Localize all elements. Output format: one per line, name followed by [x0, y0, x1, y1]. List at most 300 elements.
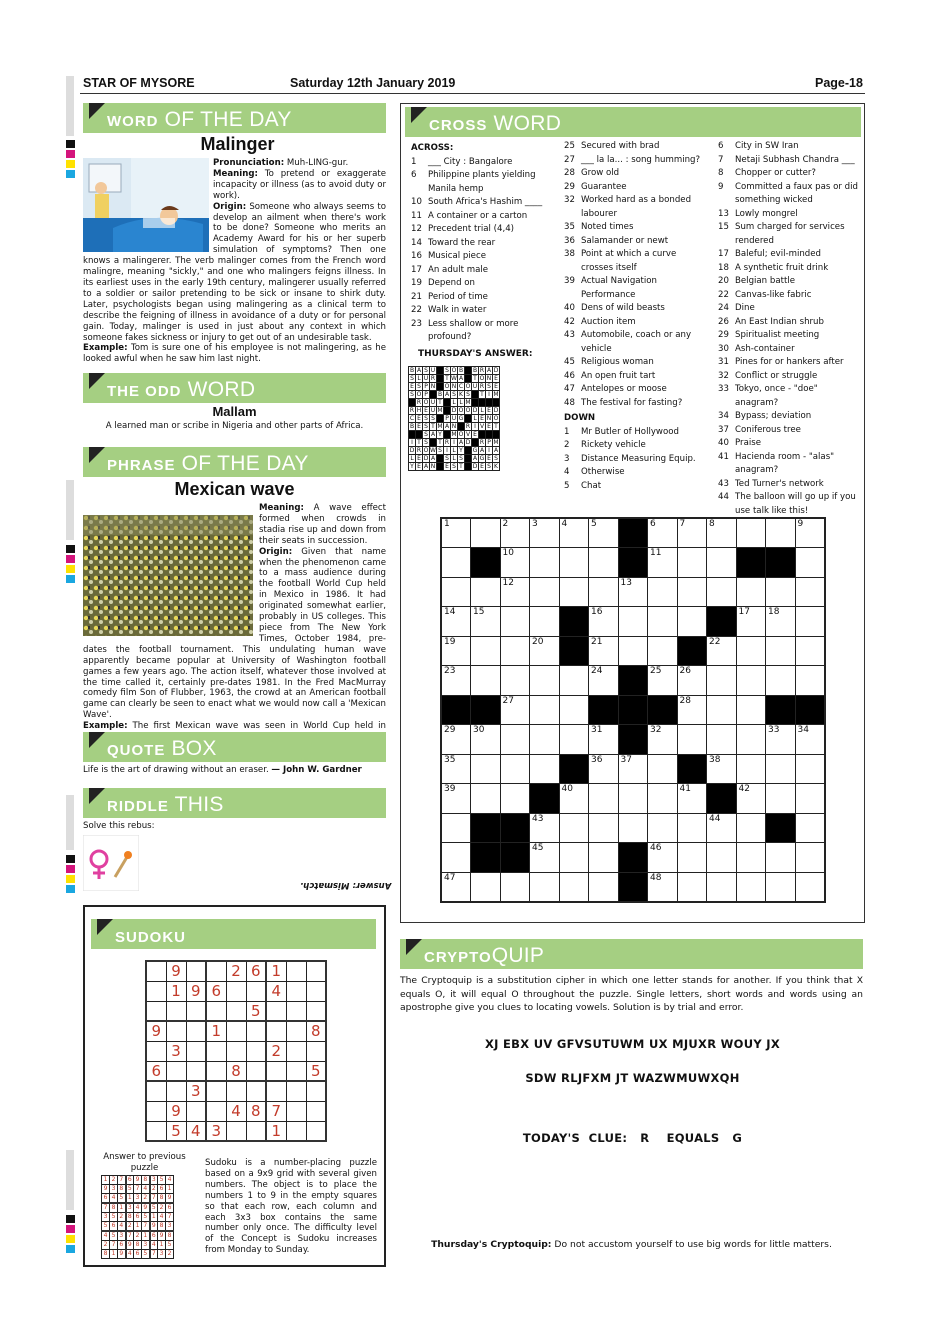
crossword-cell[interactable]: 38 — [707, 754, 737, 784]
crossword-cell[interactable]: 5 — [589, 518, 619, 548]
crossword-cell[interactable] — [677, 725, 707, 755]
black-square — [618, 843, 648, 873]
answer-cell: S — [445, 367, 449, 374]
answer-cell: D — [472, 407, 478, 414]
crossword-cell[interactable] — [559, 725, 589, 755]
crossword-cell[interactable]: 8 — [707, 518, 737, 548]
print-marks — [66, 140, 75, 180]
black-square — [437, 455, 444, 463]
crossword-cell[interactable] — [795, 577, 825, 607]
crossword-cell[interactable] — [795, 607, 825, 637]
sudoku-cell[interactable] — [146, 1101, 166, 1121]
clue-item: labourer — [581, 208, 617, 219]
crossword-cell[interactable]: 17 — [736, 607, 766, 637]
crossword-cell[interactable]: 2 — [500, 518, 530, 548]
sudoku-cell: 5 — [166, 1121, 186, 1141]
crossword-cell[interactable]: 27 — [500, 695, 530, 725]
crossword-cell[interactable] — [766, 872, 796, 902]
crossword-cell[interactable]: 15 — [471, 607, 501, 637]
crossword-cell[interactable] — [441, 577, 471, 607]
answer-cell: N — [451, 383, 457, 390]
sudoku-cell[interactable] — [286, 981, 306, 1001]
crossword-cell[interactable] — [500, 754, 530, 784]
crossword-grid[interactable] — [440, 517, 826, 903]
crossword-cell[interactable]: 26 — [677, 666, 707, 696]
black-square — [500, 813, 530, 843]
crossword-cell[interactable] — [795, 813, 825, 843]
crossword-cell[interactable] — [736, 518, 766, 548]
crossword-cell[interactable] — [795, 636, 825, 666]
sudoku-cell: 9 — [126, 1241, 134, 1250]
crossword-cell[interactable] — [618, 607, 648, 637]
crossword-cell[interactable] — [471, 636, 501, 666]
crossword-cell[interactable]: 32 — [648, 725, 678, 755]
crossword-cell[interactable] — [500, 666, 530, 696]
sudoku-cell[interactable] — [206, 961, 226, 981]
clue-item: 33 Tokyo, once - "doe" anagram? — [718, 384, 818, 408]
answer-cell: S — [466, 391, 470, 398]
crossword-cell[interactable]: 1 — [441, 518, 471, 548]
sudoku-cell[interactable] — [246, 1041, 266, 1061]
crossword-cell[interactable]: 16 — [589, 607, 619, 637]
sudoku-cell[interactable] — [206, 1001, 226, 1021]
crossword-cell[interactable] — [707, 725, 737, 755]
sudoku-cell[interactable] — [146, 1041, 166, 1061]
crossword-cell[interactable] — [559, 843, 589, 873]
crossword-cell[interactable] — [559, 548, 589, 578]
crossword-cell[interactable] — [736, 636, 766, 666]
crossword-cell[interactable] — [766, 636, 796, 666]
crossword-cell[interactable]: 46 — [648, 843, 678, 873]
answer-cell: R — [409, 407, 415, 414]
clue-item: 27 ___ la la... : song humming? — [564, 154, 701, 165]
sudoku-cell: 2 — [226, 961, 246, 981]
sudoku-cell: 1 — [166, 981, 186, 1001]
sudoku-cell: 6 — [118, 1241, 126, 1250]
crossword-cell[interactable] — [441, 813, 471, 843]
answer-cell: P — [424, 391, 428, 398]
phrase-definition: Meaning: A wave effect formed when crowds in stadia rise up and down from their seats in succession. Origin: Given that name when the phenomenon came to a mass audience during the football World Cup held in Mexico in 1986. It had originated somewhat earlier, probably in US colleges. This piece from The New York Times, October 1984, pre-dates the football tournament. This undulating human wave apparently became popular at University of Washington football games a few years ago. The action itself, whatever those involved at the time called it, certainly pre-dates 1981. In the Fred MacMurray comedy film Son of Flubber, 1963, the crowd at an American football game can clearly be seen to enact what we would now call a 'Mexican Wave'. Example: The first Mexican wave was seen in World Cup held in — [83, 503, 387, 732]
crossword-cell[interactable] — [677, 813, 707, 843]
sudoku-cell[interactable] — [146, 961, 166, 981]
sudoku-cell[interactable] — [286, 1021, 306, 1041]
sudoku-cell[interactable] — [306, 1001, 326, 1021]
crossword-cell[interactable] — [559, 666, 589, 696]
crossword-cell[interactable]: 45 — [530, 843, 560, 873]
answer-cell: I — [486, 447, 493, 455]
sudoku-cell[interactable] — [206, 1061, 226, 1081]
sudoku-cell[interactable] — [246, 1081, 266, 1101]
sudoku-cell[interactable] — [286, 961, 306, 981]
crossword-cell[interactable] — [677, 872, 707, 902]
crossword-cell[interactable]: 42 — [736, 784, 766, 814]
answer-cell: O — [423, 399, 429, 406]
sudoku-cell: 6 — [146, 1061, 166, 1081]
answer-cell: E — [494, 383, 498, 390]
crossword-cell[interactable]: 28 — [677, 695, 707, 725]
answer-cell: V — [465, 431, 471, 438]
crossword-cell[interactable] — [648, 754, 678, 784]
sudoku-cell[interactable] — [226, 981, 246, 1001]
answer-cell: O — [458, 407, 464, 414]
black-square — [471, 695, 501, 725]
answer-cell: T — [473, 375, 477, 382]
crossword-cell[interactable]: 48 — [648, 872, 678, 902]
sudoku-cell[interactable] — [206, 1041, 226, 1061]
sudoku-cell[interactable] — [286, 1001, 306, 1021]
sudoku-cell[interactable] — [246, 1021, 266, 1041]
sudoku-cell: 5 — [246, 1001, 266, 1021]
crossword-cell[interactable] — [648, 577, 678, 607]
crossword-cell[interactable] — [736, 754, 766, 784]
sudoku-cell: 1 — [150, 1213, 158, 1222]
sudoku-cell: 6 — [126, 1176, 134, 1185]
crossword-cell[interactable] — [589, 784, 619, 814]
crossword-cell[interactable]: 29 — [441, 725, 471, 755]
crossword-cell[interactable]: 12 — [500, 577, 530, 607]
quote-text: Life is the art of drawing without an eraser. — John W. Gardner — [83, 765, 362, 775]
black-square — [465, 455, 472, 463]
sudoku-cell: 3 — [110, 1185, 118, 1194]
crossword-cell[interactable]: 41 — [677, 784, 707, 814]
sudoku-cell[interactable] — [306, 1121, 326, 1141]
clue-item: 8 Chopper or cutter? — [718, 168, 816, 178]
sudoku-cell[interactable] — [306, 1041, 326, 1061]
crossword-cell[interactable]: 20 — [530, 636, 560, 666]
sudoku-cell[interactable] — [226, 1021, 246, 1041]
crossword-cell[interactable] — [766, 754, 796, 784]
sudoku-cell[interactable] — [206, 1101, 226, 1121]
sudoku-cell[interactable] — [166, 1021, 186, 1041]
clue-item: 11 A container or a carton — [411, 210, 528, 221]
crossword-cell[interactable]: 25 — [648, 666, 678, 696]
crossword-cell[interactable]: 18 — [766, 607, 796, 637]
sudoku-cell[interactable] — [146, 1081, 166, 1101]
crossword-cell[interactable] — [471, 666, 501, 696]
black-square — [486, 399, 493, 407]
crossword-cell[interactable]: 37 — [618, 754, 648, 784]
crossword-cell[interactable] — [736, 872, 766, 902]
answer-cell: L — [410, 455, 414, 462]
word-of-day-band: WORD OF THE DAY — [83, 103, 386, 133]
crossword-cell[interactable]: 14 — [441, 607, 471, 637]
black-square — [559, 636, 589, 666]
crossword-cell[interactable] — [618, 784, 648, 814]
crossword-cell[interactable] — [648, 813, 678, 843]
sudoku-cell[interactable] — [266, 1081, 286, 1101]
crossword-cell[interactable] — [766, 577, 796, 607]
clue-item: 24 Dine — [718, 303, 755, 313]
answer-cell: B — [409, 367, 415, 374]
answer-cell: E — [417, 463, 421, 470]
crossword-cell[interactable] — [766, 666, 796, 696]
crossword-cell[interactable]: 39 — [441, 784, 471, 814]
crossword-cell[interactable] — [707, 695, 737, 725]
sudoku-cell[interactable] — [266, 1061, 286, 1081]
crossword-cell[interactable]: 11 — [648, 548, 678, 578]
crossword-cell[interactable]: 36 — [589, 754, 619, 784]
crossword-cell[interactable] — [648, 636, 678, 666]
crossword-cell[interactable] — [795, 548, 825, 578]
answer-cell: O — [423, 447, 429, 454]
answer-cell: O — [416, 391, 422, 398]
crossword-cell[interactable] — [530, 607, 560, 637]
crossword-cell[interactable] — [707, 872, 737, 902]
sudoku-cell[interactable] — [286, 1101, 306, 1121]
crossword-cell[interactable]: 22 — [707, 636, 737, 666]
sudoku-cell[interactable] — [306, 981, 326, 1001]
sudoku-cell[interactable] — [146, 1121, 166, 1141]
crossword-cell[interactable] — [766, 518, 796, 548]
clue-item: 2 Rickety vehicle — [564, 440, 646, 450]
crossword-cell[interactable] — [500, 725, 530, 755]
sudoku-cell[interactable] — [186, 1061, 206, 1081]
crossword-cell[interactable] — [471, 872, 501, 902]
crossword-cell[interactable]: 13 — [618, 577, 648, 607]
answer-cell: E — [424, 407, 428, 414]
crossword-cell[interactable] — [648, 784, 678, 814]
crossword-cell[interactable]: 19 — [441, 636, 471, 666]
crossword-cell[interactable]: 33 — [766, 725, 796, 755]
sudoku-cell[interactable] — [226, 1001, 246, 1021]
clue-item: 15 Sum charged for services — [718, 222, 845, 232]
crossword-cell[interactable] — [766, 784, 796, 814]
odd-word-desc: A learned man or scribe in Nigeria and other parts of Africa. — [105, 421, 364, 431]
crossword-cell[interactable] — [677, 607, 707, 637]
crossword-cell[interactable]: 21 — [589, 636, 619, 666]
crossword-cell[interactable] — [589, 577, 619, 607]
crossword-cell[interactable] — [559, 813, 589, 843]
crossword-cell[interactable]: 35 — [441, 754, 471, 784]
sudoku-cell[interactable] — [266, 1021, 286, 1041]
answer-cell: P — [487, 439, 491, 446]
sudoku-cell[interactable] — [186, 1001, 206, 1021]
crossword-cell[interactable] — [530, 666, 560, 696]
sudoku-cell: 8 — [102, 1250, 110, 1259]
sudoku-cell: 5 — [118, 1194, 126, 1204]
answer-cell: E — [487, 423, 491, 430]
sudoku-cell: 5 — [142, 1250, 150, 1259]
crossword-cell[interactable] — [441, 548, 471, 578]
crossword-cell[interactable] — [471, 784, 501, 814]
crossword-cell[interactable] — [589, 843, 619, 873]
sudoku-cell: 2 — [118, 1213, 126, 1222]
crossword-cell[interactable] — [530, 548, 560, 578]
sudoku-cell[interactable] — [226, 1121, 246, 1141]
crossword-cell[interactable] — [707, 548, 737, 578]
crossword-cell[interactable] — [530, 695, 560, 725]
crossword-cell[interactable] — [795, 754, 825, 784]
sudoku-cell[interactable] — [226, 1041, 246, 1061]
crossword-cell[interactable]: 40 — [559, 784, 589, 814]
crossword-cell[interactable] — [795, 872, 825, 902]
sudoku-cell[interactable] — [146, 981, 166, 1001]
black-square — [441, 695, 471, 725]
clue-item: 10 South Africa's Hashim ____ — [411, 197, 543, 207]
sudoku-cell[interactable] — [186, 1101, 206, 1121]
answer-cell: Y — [459, 447, 463, 454]
crossword-cell[interactable] — [677, 843, 707, 873]
sudoku-cell: 1 — [206, 1021, 226, 1041]
crossword-cell[interactable] — [471, 518, 501, 548]
clue-item: 29 Guarantee — [564, 181, 627, 192]
sudoku-cell: 6 — [102, 1194, 110, 1204]
crossword-cell[interactable]: 3 — [530, 518, 560, 548]
crossword-cell[interactable] — [677, 548, 707, 578]
answer-cell: E — [417, 423, 421, 430]
crossword-cell[interactable] — [589, 813, 619, 843]
crossword-cell[interactable]: 47 — [441, 872, 471, 902]
crossword-cell[interactable] — [736, 666, 766, 696]
crossword-cell[interactable] — [795, 843, 825, 873]
sudoku-cell: 9 — [166, 961, 186, 981]
sudoku-grid — [145, 960, 327, 1142]
clue-item: 29 Spiritualist meeting — [718, 330, 820, 340]
sudoku-cell[interactable] — [246, 981, 266, 1001]
sudoku-cell: 3 — [142, 1241, 150, 1250]
sudoku-cell: 6 — [110, 1222, 118, 1232]
answer-cell: K — [494, 463, 498, 470]
crossword-cell[interactable] — [471, 577, 501, 607]
sudoku-cell[interactable] — [286, 1121, 306, 1141]
crossword-cell[interactable] — [471, 754, 501, 784]
sudoku-cell: 7 — [118, 1176, 126, 1185]
crossword-cell[interactable] — [707, 666, 737, 696]
sudoku-cell: 4 — [102, 1231, 110, 1241]
answer-cell: Y — [438, 431, 442, 438]
crossword-cell[interactable] — [500, 872, 530, 902]
answer-cell: B — [458, 367, 464, 374]
crossword-cell[interactable] — [589, 872, 619, 902]
sudoku-band: SUDOKU — [91, 919, 376, 949]
sudoku-cell[interactable] — [286, 1041, 306, 1061]
sudoku-cell[interactable] — [166, 1061, 186, 1081]
sudoku-cell: 7 — [142, 1222, 150, 1232]
sudoku-cell: 7 — [150, 1194, 158, 1204]
answer-cell: M — [437, 407, 443, 414]
crossword-cell[interactable]: 24 — [589, 666, 619, 696]
answer-cell: S — [424, 423, 428, 430]
sudoku-cell[interactable] — [306, 1101, 326, 1121]
sudoku-cell[interactable] — [246, 1061, 266, 1081]
sudoku-cell: 9 — [158, 1231, 166, 1241]
clue-item: 22 Canvas-like fabric — [718, 289, 812, 300]
answer-cell: L — [452, 399, 456, 406]
crossword-cell[interactable] — [766, 843, 796, 873]
crossword-cell[interactable] — [795, 666, 825, 696]
crossword-cell[interactable]: 31 — [589, 725, 619, 755]
sudoku-cell[interactable] — [146, 1001, 166, 1021]
answer-cell: T — [459, 463, 463, 470]
crossword-cell[interactable] — [618, 636, 648, 666]
crossword-cell[interactable] — [441, 843, 471, 873]
sudoku-cell[interactable] — [286, 1081, 306, 1101]
black-square — [465, 415, 472, 423]
crossword-cell[interactable] — [677, 577, 707, 607]
sudoku-cell: 3 — [166, 1222, 174, 1232]
crossword-cell[interactable]: 6 — [648, 518, 678, 548]
crossword-cell[interactable] — [559, 577, 589, 607]
black-square — [677, 754, 707, 784]
crossword-cell[interactable] — [795, 784, 825, 814]
crossword-cell[interactable] — [559, 872, 589, 902]
answer-cell: A — [458, 375, 464, 382]
sudoku-cell[interactable] — [226, 1081, 246, 1101]
sudoku-cell: 2 — [158, 1203, 166, 1213]
sudoku-cell[interactable] — [186, 1041, 206, 1061]
crossword-cell[interactable]: 10 — [500, 548, 530, 578]
sudoku-cell[interactable] — [306, 961, 326, 981]
crossword-cell[interactable] — [736, 813, 766, 843]
sudoku-cell[interactable] — [186, 961, 206, 981]
crossword-cell[interactable]: 30 — [471, 725, 501, 755]
crossword-cell[interactable] — [500, 636, 530, 666]
sudoku-cell: 7 — [134, 1185, 142, 1194]
page-number: Page-18 — [815, 76, 863, 90]
black-square — [707, 607, 737, 637]
sudoku-cell[interactable] — [266, 1001, 286, 1021]
crossword-cell[interactable] — [618, 813, 648, 843]
crossword-cell[interactable] — [530, 754, 560, 784]
crossword-cell[interactable] — [736, 695, 766, 725]
sudoku-cell[interactable] — [166, 1081, 186, 1101]
crossword-cell[interactable] — [589, 548, 619, 578]
crossword-cell[interactable]: 9 — [795, 518, 825, 548]
crossword-cell[interactable] — [530, 577, 560, 607]
sudoku-cell: 2 — [150, 1185, 158, 1194]
crossword-cell[interactable] — [736, 843, 766, 873]
clue-item: 37 Coniferous tree — [718, 424, 801, 435]
crossword-cell[interactable] — [530, 872, 560, 902]
crossword-cell[interactable] — [530, 725, 560, 755]
sudoku-cell[interactable] — [166, 1001, 186, 1021]
sudoku-cell[interactable] — [206, 1081, 226, 1101]
crossword-cell[interactable]: 43 — [530, 813, 560, 843]
crossword-cell[interactable] — [559, 695, 589, 725]
answer-cell: S — [445, 455, 449, 462]
clue-item: vehicle — [581, 343, 612, 354]
answer-cell: U — [430, 367, 436, 374]
sudoku-cell[interactable] — [186, 1021, 206, 1041]
crossword-cell[interactable] — [648, 607, 678, 637]
crossword-cell[interactable]: 34 — [795, 725, 825, 755]
crossword-cell[interactable]: 44 — [707, 813, 737, 843]
sudoku-cell: 6 — [158, 1185, 166, 1194]
crossword-cell[interactable] — [707, 843, 737, 873]
black-square — [409, 431, 416, 439]
clue-item: 30 Ash-container — [718, 343, 795, 354]
sudoku-cell[interactable] — [286, 1061, 306, 1081]
black-square — [500, 843, 530, 873]
sudoku-cell[interactable] — [306, 1081, 326, 1101]
black-square — [648, 695, 678, 725]
margin-bar — [66, 795, 74, 850]
black-square — [618, 548, 648, 578]
crossword-cell[interactable] — [500, 607, 530, 637]
crossword-cell[interactable] — [500, 784, 530, 814]
crossword-cell[interactable]: 4 — [559, 518, 589, 548]
sudoku-cell: 8 — [126, 1213, 134, 1222]
sudoku-cell[interactable] — [246, 1121, 266, 1141]
crossword-cell[interactable] — [736, 577, 766, 607]
crossword-cell[interactable]: 23 — [441, 666, 471, 696]
crossword-cell[interactable] — [707, 577, 737, 607]
crossword-cell[interactable]: 7 — [677, 518, 707, 548]
answer-cell: M — [465, 399, 471, 406]
answer-cell: Y — [410, 463, 414, 470]
crossword-cell[interactable] — [736, 725, 766, 755]
sudoku-cell: 8 — [142, 1176, 150, 1185]
